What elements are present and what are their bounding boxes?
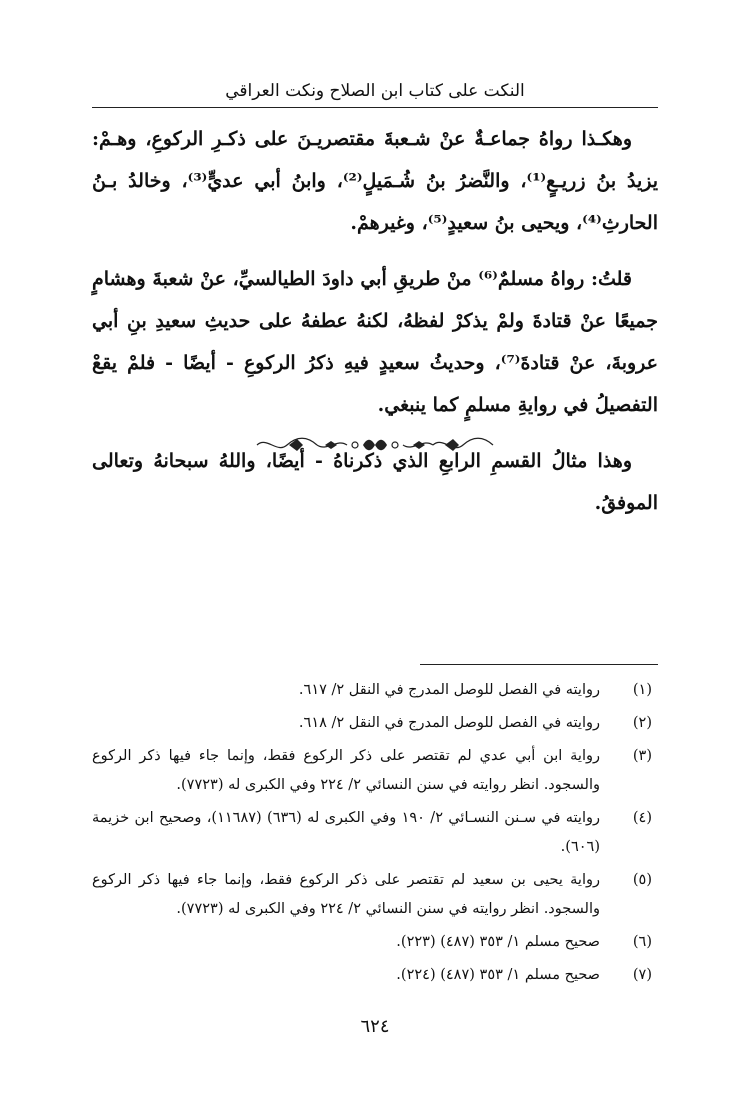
- main-text: [92, 118, 658, 538]
- footnote-text: روايته في سـنن النسـائي ٢/ ١٩٠ وفي الكبرى له (٦٣٦) (١١٦٨٧)، وصحيح ابن خزيمة (٦٠٦).: [92, 810, 600, 855]
- footnote-number: (٥): [632, 872, 652, 888]
- footnote-number: (١): [632, 682, 652, 698]
- footnote-3: [92, 742, 658, 800]
- footnote-7: [92, 961, 658, 990]
- running-header: النكت على كتاب ابن الصلاح ونكت العراقي: [225, 81, 525, 101]
- footnote-number: (٤): [632, 810, 652, 826]
- paragraph-2: قلتُ: رواهُ مسلمٌ⁽⁶⁾ منْ طريقِ أبي داودَ الطيالسيِّ، عنْ شعبةَ وهشامٍ جميعًا عنْ قتادةَ ولمْ يذكرْ لفظهُ، لكنهُ عطفهُ على حديثِ سعيدِ بنِ أبي عروبةَ، عنْ قتادةَ⁽⁷⁾، وحديثُ سعيدٍ فيهِ ذكرُ الركوعِ - أيضًا - فلمْ يقعْ التفصيلُ في روايةِ مسلمٍ كما ينبغي.: [92, 268, 658, 416]
- paragraph-1: وهكـذا رواهُ جماعـةٌ عنْ شـعبةَ مقتصريـنَ على ذكـرِ الركوعِ، وهـمْ: يزيدُ بنُ زريـعٍ⁽¹⁾، والنَّضرُ بنُ شُـمَيلٍ⁽²⁾، وابنُ أبي عديٍّ⁽³⁾، وخالدُ بـنُ الحارثِ⁽⁴⁾، ويحيى بنُ سعيدٍ⁽⁵⁾، وغيرهمْ.: [92, 128, 659, 234]
- footnote-rule: [420, 664, 658, 665]
- footnote-6: [92, 928, 658, 957]
- footnote-number: (٧): [632, 967, 652, 983]
- footnote-text: صحيح مسلم ١/ ٣٥٣ (٤٨٧) (٢٢٣).: [396, 934, 600, 950]
- paragraph-3: وهذا مثالُ القسمِ الرابعِ الذي ذكرناهُ - أيضًا، واللهُ سبحانهُ وتعالى الموفقُ.: [92, 450, 658, 514]
- footnote-5: [92, 866, 658, 924]
- footnote-text: رواية ابن أبي عدي لم تقتصر على ذكر الركوع فقط، وإنما جاء فيها ذكر الركوع والسجود. انظر روايته في سنن النسائي ٢/ ٢٢٤ وفي الكبرى له (٧٧٢٣).: [92, 748, 600, 793]
- footnote-number: (٦): [632, 934, 652, 950]
- footnote-number: (٢): [632, 715, 652, 731]
- footnote-text: رواية يحيى بن سعيد لم تقتصر على ذكر الركوع فقط، وإنما جاء فيها ذكر الركوع والسجود. انظر روايته في سنن النسائي ٢/ ٢٢٤ وفي الكبرى له (٧٧٢٣).: [92, 872, 600, 917]
- footnote-number: (٣): [632, 748, 652, 764]
- footnote-4: [92, 804, 658, 862]
- footnote-text: روايته في الفصل للوصل المدرج في النقل ٢/ ٦١٨.: [298, 715, 600, 731]
- footnote-text: صحيح مسلم ١/ ٣٥٣ (٤٨٧) (٢٢٤).: [396, 967, 600, 983]
- footnote-text: روايته في الفصل للوصل المدرج في النقل ٢/ ٦١٧.: [298, 682, 600, 698]
- section-ornament-icon: [255, 432, 495, 458]
- page-number: ٦٢٤: [360, 1016, 390, 1037]
- footnote-1: [92, 676, 658, 705]
- footnotes: [92, 676, 658, 994]
- footnote-2: [92, 709, 658, 738]
- header-rule: [92, 107, 658, 108]
